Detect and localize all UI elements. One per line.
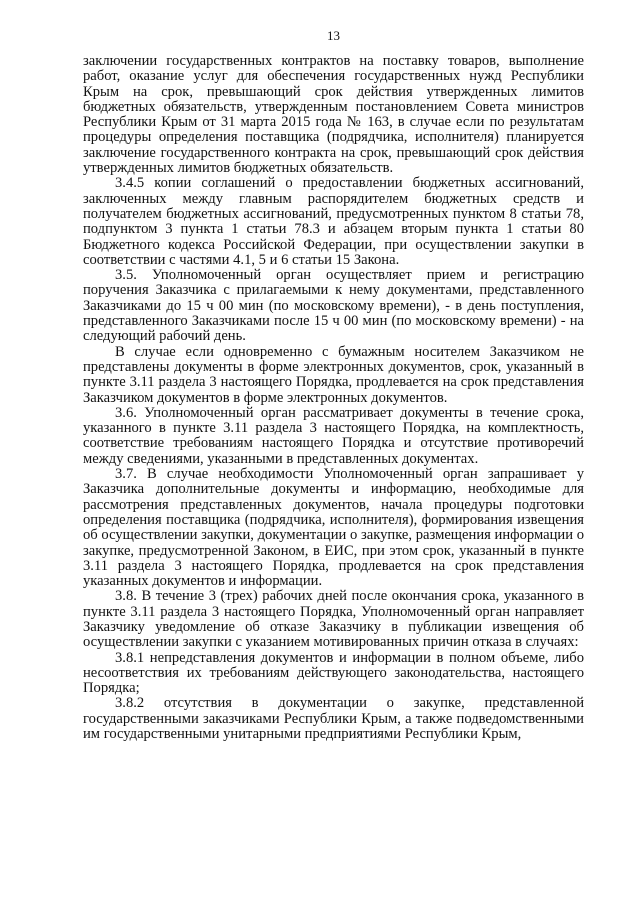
paragraph-3-8: 3.8. В течение 3 (трех) рабочих дней после окончания срока, указанного в пункте 3.11 раздела 3 настоящего Порядка, Уполномоченный орган направляет Заказчику уведомление об отказе Заказчику в публикации извещения об осуществлении закупки с указанием мотивированных причин отказа в случаях: xyxy=(83,588,584,651)
paragraph-continuation: заключении государственных контрактов на поставку товаров, выполнение работ, оказание услуг для обеспечения государственных нужд Республики Крым на срок, превышающий срок действия утвержденных лимитов бюджетных обязательств, утвержденным постановлением Совета министров Республики Крым от 31 марта 2015 года № 163, в случае если по результатам процедуры определения поставщика (подрядчика, исполнителя) планируется заключение государственного контракта на срок, превышающий срок действия утвержденных лимитов бюджетных обязательств. xyxy=(83,53,584,177)
paragraph-3-8-2: 3.8.2 отсутствия в документации о закупке, представленной государственными заказчиками Республики Крым, а также подведомственными им государственными унитарными предприятиями Республики Крым, xyxy=(83,695,584,743)
document-body xyxy=(83,54,584,742)
paragraph-3-6: 3.6. Уполномоченный орган рассматривает документы в течение срока, указанного в пункте 3.11 раздела 3 настоящего Порядка, на комплектность, соответствие требованиям настоящего Порядка и отсутствие противоречий между сведениями, указанными в представленных документах. xyxy=(83,404,584,467)
paragraph-3-5-electronic: В случае если одновременно с бумажным носителем Заказчиком не представлены документы в форме электронных документов, срок, указанный в пункте 3.11 раздела 3 настоящего Порядка, продлевается на срок представления Заказчиком документов в форме электронных документов. xyxy=(83,343,584,406)
page-number: 13 xyxy=(327,28,340,43)
paragraph-3-8-1: 3.8.1 непредставления документов и информации в полном объеме, либо несоответствия их требованиям действующего законодательства, настоящего Порядка; xyxy=(83,649,584,697)
paragraph-3-7: 3.7. В случае необходимости Уполномоченный орган запрашивает у Заказчика дополнительные документы и информацию, необходимые для рассмотрения представленных документов, начала процедуры подготовки определения поставщика (подрядчика, исполнителя), формирования извещения об осуществлении закупки, документации о закупке, размещения информации о закупке, предусмотренной Законом, в ЕИС, при этом срок, указанный в пункте 3.11 раздела 3 настоящего Порядка, продлевается на срок представления указанных документов и информации. xyxy=(83,466,584,590)
paragraph-3-4-5: 3.4.5 копии соглашений о предоставлении бюджетных ассигнований, заключенных между главным распорядителем бюджетных средств и получателем бюджетных ассигнований, предусмотренных пунктом 8 статьи 78, подпунктом 3 пункта 1 статьи 78.3 и абзацем вторым пункта 1 статьи 80 Бюджетного кодекса Российской Федерации, при осуществлении закупки в соответствии с частями 4.1, 5 и 6 статьи 15 Закона. xyxy=(83,175,584,268)
paragraph-3-5: 3.5. Уполномоченный орган осуществляет прием и регистрацию поручения Заказчика с прилагаемыми к нему документами, представленного Заказчиками до 15 ч 00 мин (по московскому времени), - в день поступления, представленного Заказчиками после 15 ч 00 мин (по московскому времени) - на следующий рабочий день. xyxy=(83,267,584,345)
